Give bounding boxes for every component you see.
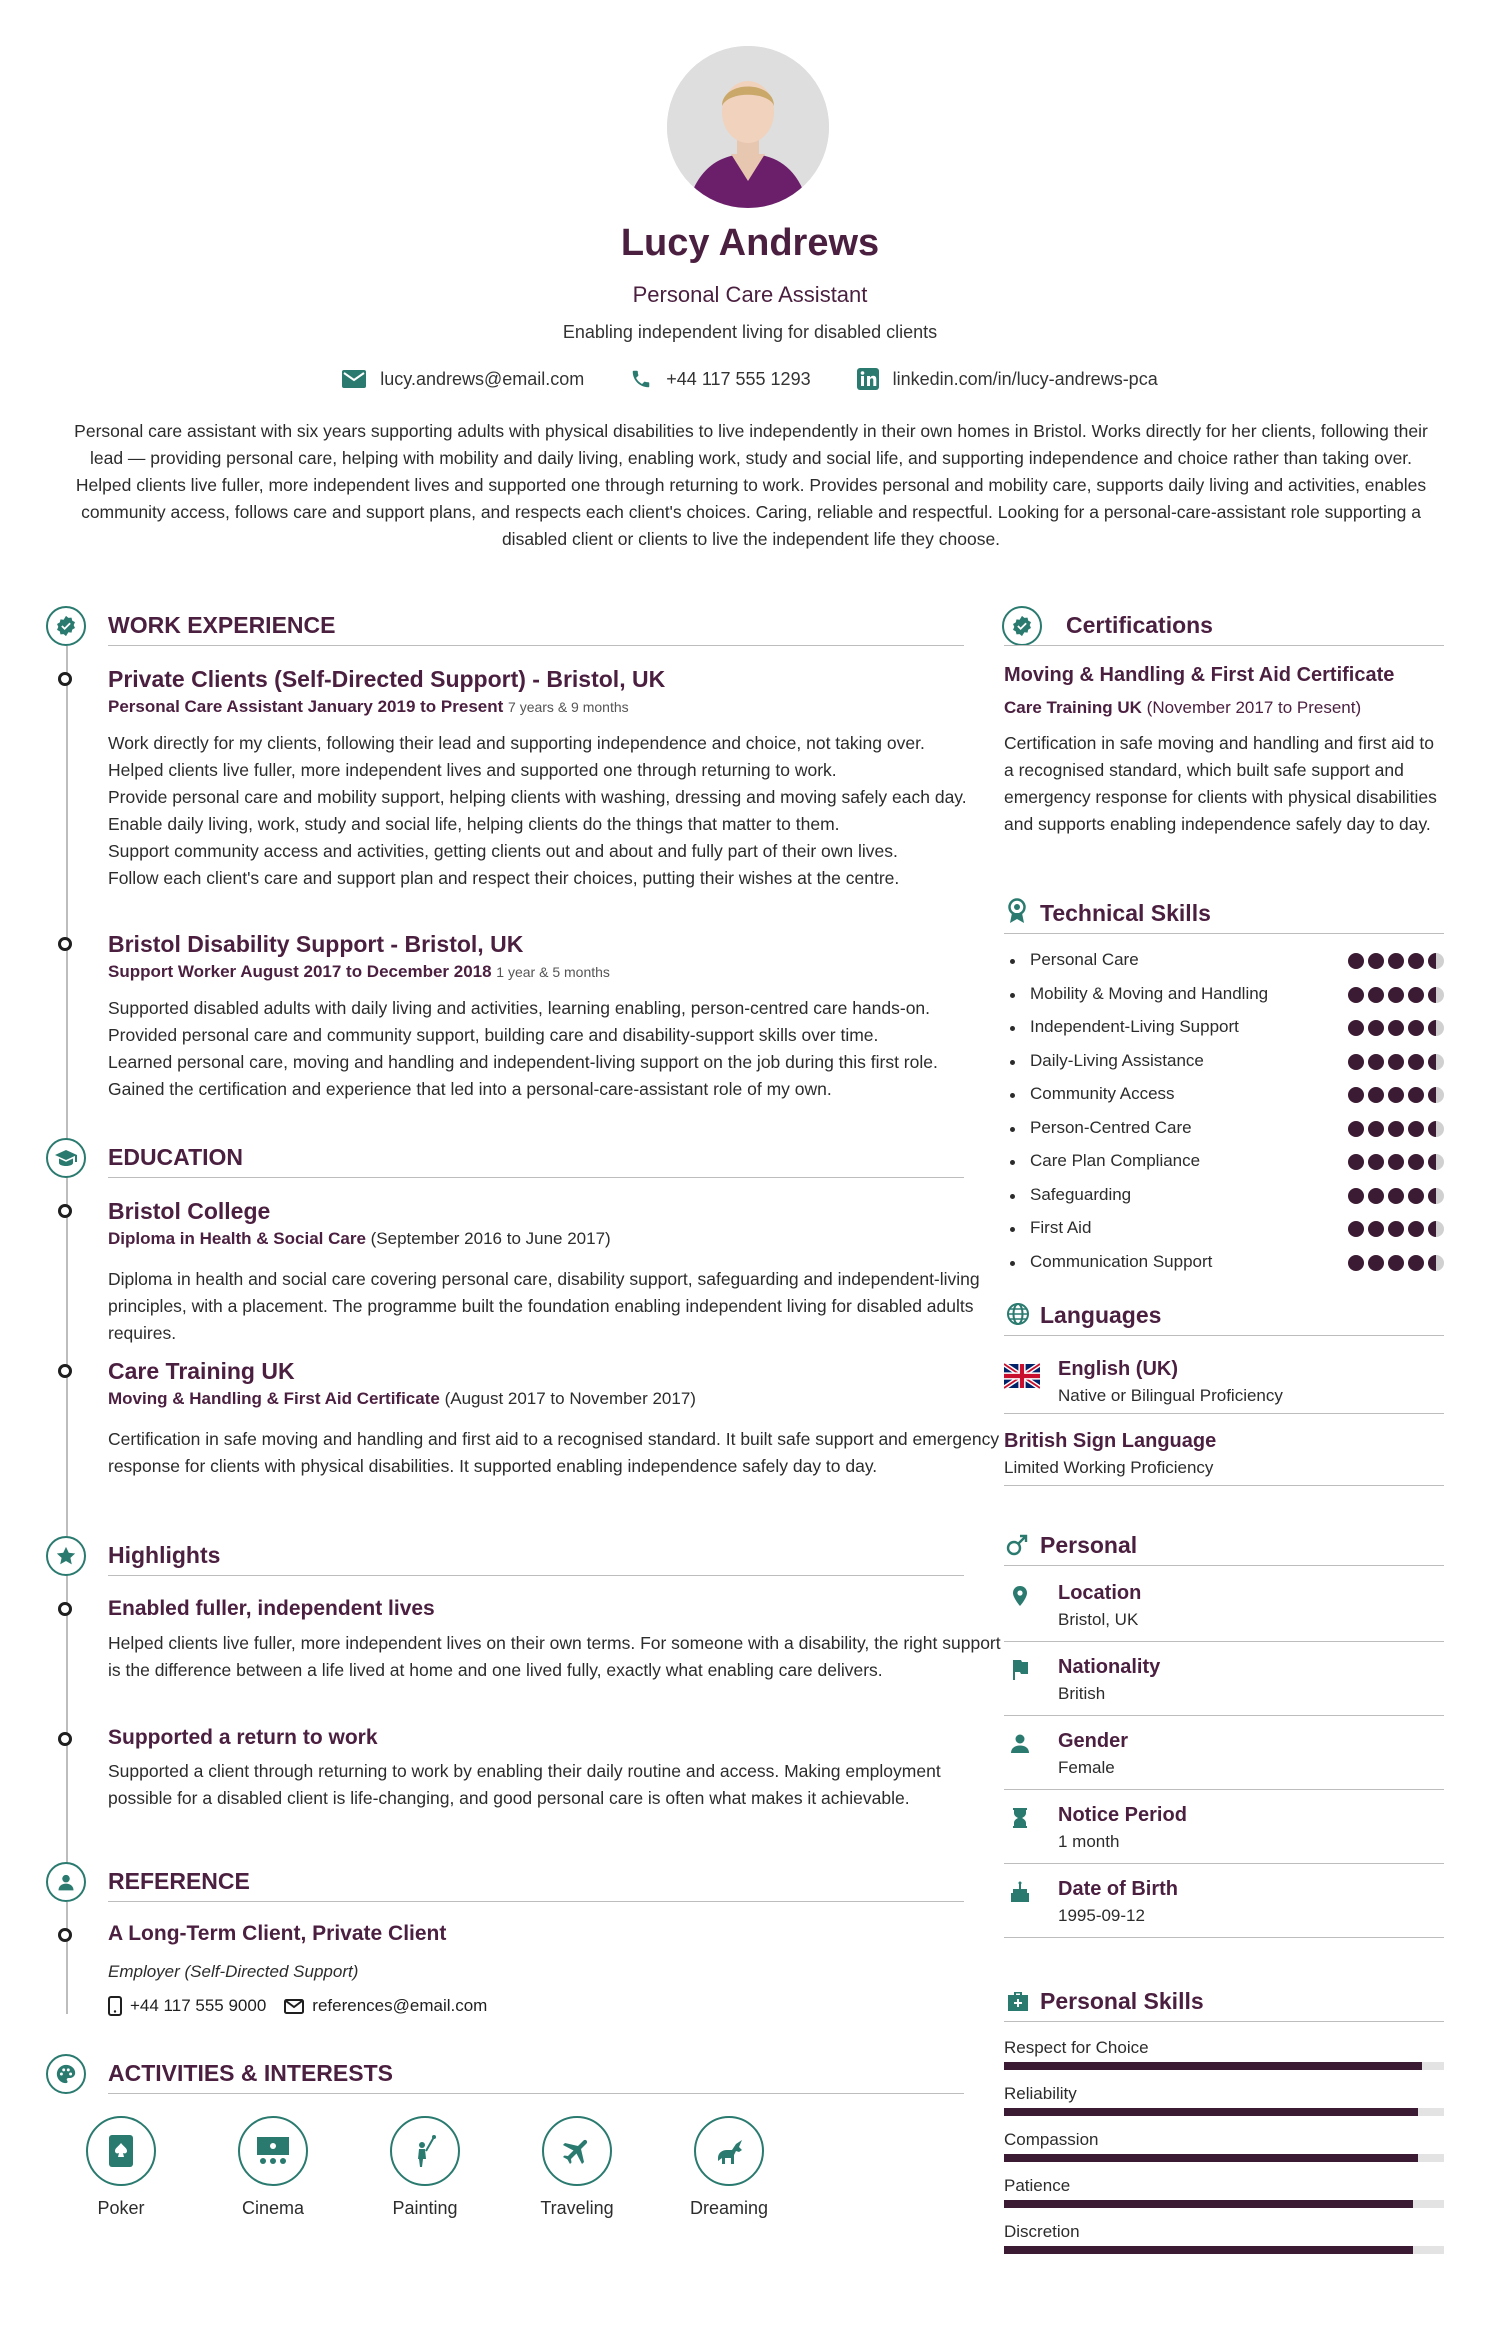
job-duration: 1 year & 5 months (496, 964, 610, 980)
badge-check-icon (1011, 615, 1033, 637)
person-icon (56, 1872, 76, 1892)
rating-dot (1348, 1087, 1364, 1103)
technical-skill-row (1004, 1017, 1444, 1041)
certification-issuer-line (1004, 698, 1361, 718)
cinema-screen-icon (254, 2135, 292, 2167)
rating-dot (1368, 1188, 1384, 1204)
job-title: Personal Care Assistant (632, 282, 868, 307)
linkedin-text[interactable]: linkedin.com/in/lucy-andrews-pca (892, 368, 1158, 389)
highlight-title-2: Supported a return to work (108, 1726, 378, 1749)
personal-skill-name: Compassion (1004, 2130, 1099, 2149)
activity-circle (86, 2116, 156, 2186)
personal-item-divider (1004, 1863, 1444, 1864)
school-name-1: Bristol College (108, 1198, 271, 1224)
personal-skill-name: Respect for Choice (1004, 2038, 1149, 2057)
technical-skill-name: Independent-Living Support (1030, 1017, 1239, 1036)
rating-dot (1408, 1020, 1424, 1036)
highlight-title-1: Enabled fuller, independent lives (108, 1597, 435, 1620)
certifications-heading: Certifications (1066, 612, 1213, 638)
phone-icon (630, 368, 652, 390)
job-line: Provide personal care and mobility support, helping clients with washing, dressing and moving safely each day. (108, 787, 967, 807)
job-line: Gained the certification and experience that led into a personal-care-assistant role of my own. (108, 1079, 832, 1099)
flag-icon (1008, 1658, 1032, 1682)
personal-skill-bar (1004, 2062, 1444, 2070)
bullet (1010, 1093, 1015, 1098)
location-pin-icon (1008, 1584, 1032, 1608)
work-timeline (66, 646, 68, 1204)
award-ribbon-icon (1006, 898, 1028, 924)
rating-dot (1428, 1154, 1444, 1170)
personal-skills-divider (1004, 2021, 1444, 2022)
rating-dot (1388, 1221, 1404, 1237)
bullet (1010, 993, 1015, 998)
personal-item-divider (1004, 1789, 1444, 1790)
mobile-phone-icon (108, 1996, 122, 2016)
personal-skill-bar-fill (1004, 2246, 1413, 2254)
technical-skill-row (1004, 1151, 1444, 1175)
personal-skill-bar (1004, 2246, 1444, 2254)
language-divider (1004, 1485, 1444, 1486)
rating-dot (1388, 1121, 1404, 1137)
certification-issuer: Care Training UK (1004, 698, 1142, 717)
rating-dot (1348, 1054, 1364, 1070)
personal-item-divider (1004, 1715, 1444, 1716)
job-line: Follow each client's care and support plan and respect their choices, putting their wishes at the centre. (108, 868, 900, 888)
technical-skill-name: Communication Support (1030, 1251, 1213, 1271)
email-contact[interactable] (342, 368, 584, 390)
technical-skill-row (1004, 1084, 1444, 1108)
activity-circle (390, 2116, 460, 2186)
profile-photo (667, 46, 829, 208)
degree-2 (108, 1389, 696, 1409)
technical-skill-name: Mobility & Moving and Handling (1030, 983, 1269, 1003)
education-divider (108, 1177, 964, 1178)
rating-dot (1348, 987, 1364, 1003)
job-duration: 7 years & 9 months (508, 699, 629, 715)
envelope-icon (284, 1999, 304, 2014)
personal-skill-name: Patience (1004, 2176, 1071, 2195)
reference-phone-text[interactable]: +44 117 555 9000 (130, 1996, 267, 2015)
school-name-2: Care Training UK (108, 1358, 295, 1384)
technical-skills-divider (1004, 933, 1444, 934)
contact-row (0, 368, 1500, 390)
unicorn-icon (712, 2136, 746, 2166)
language-name-1: English (UK) (1058, 1358, 1178, 1380)
education-section-icon (46, 1138, 86, 1178)
bullet (1010, 959, 1015, 964)
activities-heading: ACTIVITIES & INTERESTS (108, 2060, 393, 2086)
email-icon (342, 370, 366, 388)
rating-dot (1348, 1121, 1364, 1137)
skill-rating (1348, 1121, 1444, 1137)
personal-skill-bar (1004, 2154, 1444, 2162)
bullet (1010, 1127, 1015, 1132)
job-role-text: Personal Care Assistant January 2019 to Present (108, 697, 504, 716)
job-line: Support community access and activities, getting clients out and about and fully part of their own lives. (108, 841, 898, 861)
rating-dot (1408, 953, 1424, 969)
rating-dot (1408, 1121, 1424, 1137)
tagline: Enabling independent living for disabled clients (562, 322, 938, 342)
personal-label: Notice Period (1058, 1804, 1187, 1826)
person-icon (1008, 1732, 1032, 1756)
personal-label: Gender (1058, 1730, 1129, 1752)
activities-section-icon (46, 2054, 86, 2094)
rating-dot (1408, 1087, 1424, 1103)
briefcase-medical-icon (1006, 1990, 1030, 2012)
timeline-dot (58, 1364, 72, 1378)
rating-dot (1368, 1255, 1384, 1271)
job-line: Provided personal care and community support, building care and disability-support skills over time. (108, 1025, 879, 1045)
activity-label: Traveling (540, 2198, 614, 2218)
rating-dot (1348, 1221, 1364, 1237)
activity-circle (542, 2116, 612, 2186)
technical-skill-row (1004, 1118, 1444, 1142)
personal-heading: Personal (1040, 1532, 1138, 1558)
job-title-1: Private Clients (Self-Directed Support) - Bristol, UK (108, 666, 666, 692)
technical-skill-name: Safeguarding (1030, 1184, 1132, 1204)
rating-dot (1368, 953, 1384, 969)
technical-skill-name: First Aid (1030, 1218, 1092, 1237)
rating-dot (1368, 1154, 1384, 1170)
rating-dot (1348, 1188, 1364, 1204)
education-timeline (66, 1178, 68, 1598)
rating-dot (1408, 987, 1424, 1003)
personal-skills-heading: Personal Skills (1040, 1988, 1204, 2014)
rating-dot (1428, 1121, 1444, 1137)
candidate-name: Lucy Andrews (620, 222, 880, 264)
certifications-section-icon (1002, 606, 1042, 646)
personal-value: Bristol, UK (1058, 1610, 1139, 1629)
language-name-2: British Sign Language (1004, 1430, 1217, 1452)
rating-dot (1428, 987, 1444, 1003)
timeline-dot (58, 1928, 72, 1942)
technical-skill-row (1004, 1185, 1444, 1209)
technical-skills-heading: Technical Skills (1040, 900, 1211, 926)
degree-text: Diploma in Health & Social Care (108, 1229, 366, 1248)
reference-heading: REFERENCE (108, 1868, 250, 1894)
rating-dot (1428, 1188, 1444, 1204)
skill-rating (1348, 1221, 1444, 1237)
languages-divider (1004, 1335, 1444, 1336)
technical-skill-name: Daily-Living Assistance (1030, 1050, 1204, 1070)
technical-skill-row (1004, 1051, 1444, 1075)
skill-rating (1348, 1188, 1444, 1204)
personal-value: Female (1058, 1758, 1115, 1777)
reference-name: A Long-Term Client, Private Client (108, 1922, 447, 1945)
languages-heading: Languages (1040, 1302, 1162, 1328)
rating-dot (1348, 1255, 1364, 1271)
language-divider (1004, 1413, 1444, 1414)
rating-dot (1388, 1087, 1404, 1103)
graduation-cap-icon (54, 1148, 78, 1168)
rating-dot (1408, 1255, 1424, 1271)
skill-rating (1348, 1020, 1444, 1036)
rating-dot (1368, 1087, 1384, 1103)
linkedin-icon (857, 368, 879, 390)
rating-dot (1348, 1154, 1364, 1170)
job-description-1 (108, 730, 1003, 892)
job-role-1 (108, 697, 629, 717)
personal-label: Nationality (1058, 1656, 1161, 1678)
skill-rating (1348, 987, 1444, 1003)
education-heading: EDUCATION (108, 1144, 244, 1170)
skill-rating (1348, 953, 1444, 969)
activity-circle (694, 2116, 764, 2186)
technical-skill-name: Care Plan Compliance (1030, 1151, 1201, 1170)
language-level-1: Native or Bilingual Proficiency (1058, 1386, 1283, 1405)
bullet (1010, 1160, 1015, 1165)
bullet (1010, 1227, 1015, 1232)
certification-dates: (November 2017 to Present) (1146, 698, 1362, 717)
star-icon (55, 1545, 77, 1567)
skill-rating (1348, 1255, 1444, 1271)
certifications-divider (1004, 645, 1444, 646)
technical-skill-row (1004, 1218, 1444, 1242)
phone-text[interactable]: +44 117 555 1293 (666, 368, 811, 389)
rating-dot (1428, 1221, 1444, 1237)
technical-skill-row (1004, 950, 1444, 974)
degree-dates: (September 2016 to June 2017) (370, 1229, 611, 1248)
rating-dot (1428, 1020, 1444, 1036)
reference-divider (108, 1901, 964, 1902)
rating-dot (1388, 987, 1404, 1003)
personal-skill-bar-fill (1004, 2154, 1418, 2162)
rating-dot (1388, 1188, 1404, 1204)
highlights-heading: Highlights (108, 1542, 221, 1568)
job-line: Helped clients live fuller, more independent lives and supported one through returning to work. (108, 760, 837, 780)
rating-dot (1368, 1221, 1384, 1237)
rating-dot (1368, 1020, 1384, 1036)
technical-skill-row (1004, 984, 1444, 1008)
activity-traveling (527, 2116, 627, 2219)
rating-dot (1368, 1121, 1384, 1137)
reference-email-text[interactable]: references@email.com (312, 1996, 488, 2015)
rating-dot (1388, 1255, 1404, 1271)
reference-employer: Employer (Self-Directed Support) (108, 1962, 359, 1981)
timeline-dot (58, 672, 72, 686)
job-line: Enable daily living, work, study and social life, helping clients do the things that matter to them. (108, 814, 840, 834)
work-section-icon (46, 606, 86, 646)
activity-painting (375, 2116, 475, 2219)
education-description-2: Certification in safe moving and handling and first aid to a recognised standard. It built safe support and emergency response for clients with physical disabilities. It supported enabling independence safely day to day. (108, 1429, 1000, 1476)
highlights-timeline (66, 1576, 68, 1882)
personal-item-divider (1004, 1641, 1444, 1642)
rating-dot (1368, 1054, 1384, 1070)
bullet (1010, 1060, 1015, 1065)
job-description-2 (108, 995, 1003, 1103)
reference-timeline (66, 1902, 68, 2014)
gender-symbol-icon (1006, 1534, 1028, 1556)
degree-1 (108, 1229, 611, 1249)
profile-summary: Personal care assistant with six years supporting adults with physical disabilities to live independently in their own homes in Bristol. Works directly for her clients, following their lead — providing personal care, helping with mobility and daily living, enabling work, study and social life, and supporting independence and choice rather than taking over. Helped clients live fuller, more independent lives and supported one through returning to work. Provides personal and mobility care, supports daily living and activities, enables community access, follows care and support plans, and respects each client's choices. Caring, reliable and respectful. Looking for a personal-care-assistant role supporting a disabled client or clients to live the independent life they choose. (74, 421, 1428, 549)
rating-dot (1348, 953, 1364, 969)
rating-dot (1388, 1154, 1404, 1170)
highlight-description-2: Supported a client through returning to work by enabling their daily routine and access. Making employment possible for a disabled client is life-changing, and good personal care is often what makes it achievable. (108, 1761, 941, 1808)
personal-skill-bar-fill (1004, 2200, 1413, 2208)
activity-cinema (223, 2116, 323, 2219)
timeline-dot (58, 937, 72, 951)
education-description-1: Diploma in health and social care covering personal care, disability support, safeguarding and independent-living principles, with a placement. The programme built the foundation enabling independent living for disabled adults requires. (108, 1269, 980, 1343)
palette-icon (55, 2063, 77, 2085)
activity-poker (71, 2116, 171, 2219)
language-level-2: Limited Working Proficiency (1004, 1458, 1214, 1477)
job-role-text: Support Worker August 2017 to December 2018 (108, 962, 492, 981)
skill-rating (1348, 1154, 1444, 1170)
hourglass-icon (1008, 1806, 1032, 1830)
personal-skill-bar (1004, 2108, 1444, 2116)
certification-description: Certification in safe moving and handling and first aid to a recognised standard, which built safe support and emergency response for clients with physical disabilities and supports enabling independence safely day to day. (1004, 733, 1437, 834)
activity-dreaming (679, 2116, 779, 2219)
rating-dot (1408, 1221, 1424, 1237)
technical-skill-name: Person-Centred Care (1030, 1117, 1192, 1137)
birthday-cake-icon (1008, 1880, 1032, 1904)
job-title-2: Bristol Disability Support - Bristol, UK (108, 931, 524, 957)
bullet (1010, 1194, 1015, 1199)
reference-phone[interactable] (108, 1996, 266, 2016)
activity-label: Poker (97, 2198, 145, 2218)
personal-skill-name: Discretion (1004, 2222, 1080, 2241)
rating-dot (1408, 1154, 1424, 1170)
rating-dot (1428, 1255, 1444, 1271)
skill-rating (1348, 1087, 1444, 1103)
personal-item-divider (1004, 1937, 1444, 1938)
personal-skill-name: Reliability (1004, 2084, 1077, 2103)
personal-divider (1004, 1565, 1444, 1566)
timeline-dot (58, 1204, 72, 1218)
activity-label: Dreaming (689, 2198, 769, 2218)
highlights-section-icon (46, 1536, 86, 1576)
personal-label: Date of Birth (1058, 1878, 1178, 1900)
bullet (1010, 1026, 1015, 1031)
job-line: Supported disabled adults with daily living and activities, learning enabling, person-centred care hands-on. (108, 998, 931, 1018)
timeline-dot (58, 1602, 72, 1616)
technical-skill-name: Personal Care (1030, 950, 1139, 969)
job-line: Work directly for my clients, following their lead and supporting independence and choice, not taking over. (108, 733, 925, 753)
highlights-divider (108, 1575, 964, 1576)
globe-icon (1006, 1302, 1030, 1326)
certification-name: Moving & Handling & First Aid Certificate (1004, 664, 1395, 686)
job-line: Learned personal care, moving and handling and independent-living support on the job during this first role. (108, 1052, 938, 1072)
personal-skill-bar-fill (1004, 2062, 1422, 2070)
activities-divider (108, 2093, 964, 2094)
reference-contacts (108, 1996, 487, 2016)
rating-dot (1368, 987, 1384, 1003)
linkedin-contact[interactable] (857, 368, 1158, 390)
timeline-dot (58, 1732, 72, 1746)
job-role-2 (108, 962, 610, 982)
skill-rating (1348, 1054, 1444, 1070)
work-heading: WORK EXPERIENCE (108, 612, 336, 638)
degree-dates: (August 2017 to November 2017) (444, 1389, 696, 1408)
bullet (1010, 1261, 1015, 1266)
reference-email[interactable] (284, 1996, 487, 2016)
technical-skill-name: Community Access (1030, 1084, 1175, 1103)
uk-flag-icon (1004, 1363, 1040, 1389)
rating-dot (1388, 1054, 1404, 1070)
rating-dot (1408, 1188, 1424, 1204)
activity-circle (238, 2116, 308, 2186)
highlight-description-1: Helped clients live fuller, more independent lives on their own terms. For someone with a disability, the right support is the difference between a life lived at home and one lived fully, exactly what enabling care delivers. (108, 1633, 1001, 1680)
activity-label: Painting (392, 2198, 458, 2218)
activity-label: Cinema (241, 2198, 305, 2218)
reference-section-icon (46, 1862, 86, 1902)
rating-dot (1428, 953, 1444, 969)
personal-skill-bar-fill (1004, 2108, 1418, 2116)
phone-contact[interactable] (630, 368, 810, 390)
rating-dot (1388, 953, 1404, 969)
work-divider (108, 645, 964, 646)
email-text[interactable]: lucy.andrews@email.com (380, 368, 585, 389)
playing-card-icon (106, 2134, 136, 2168)
degree-text: Moving & Handling & First Aid Certificate (108, 1389, 440, 1408)
painter-icon (409, 2133, 441, 2169)
technical-skill-row (1004, 1252, 1444, 1276)
personal-value: British (1058, 1684, 1106, 1703)
rating-dot (1428, 1087, 1444, 1103)
airplane-icon (560, 2134, 594, 2168)
rating-dot (1388, 1020, 1404, 1036)
rating-dot (1408, 1054, 1424, 1070)
rating-dot (1428, 1054, 1444, 1070)
personal-label: Location (1058, 1582, 1142, 1604)
badge-check-icon (55, 615, 77, 637)
rating-dot (1348, 1020, 1364, 1036)
personal-value: 1 month (1058, 1832, 1120, 1851)
personal-skill-bar (1004, 2200, 1444, 2208)
personal-value: 1995-09-12 (1058, 1906, 1145, 1925)
